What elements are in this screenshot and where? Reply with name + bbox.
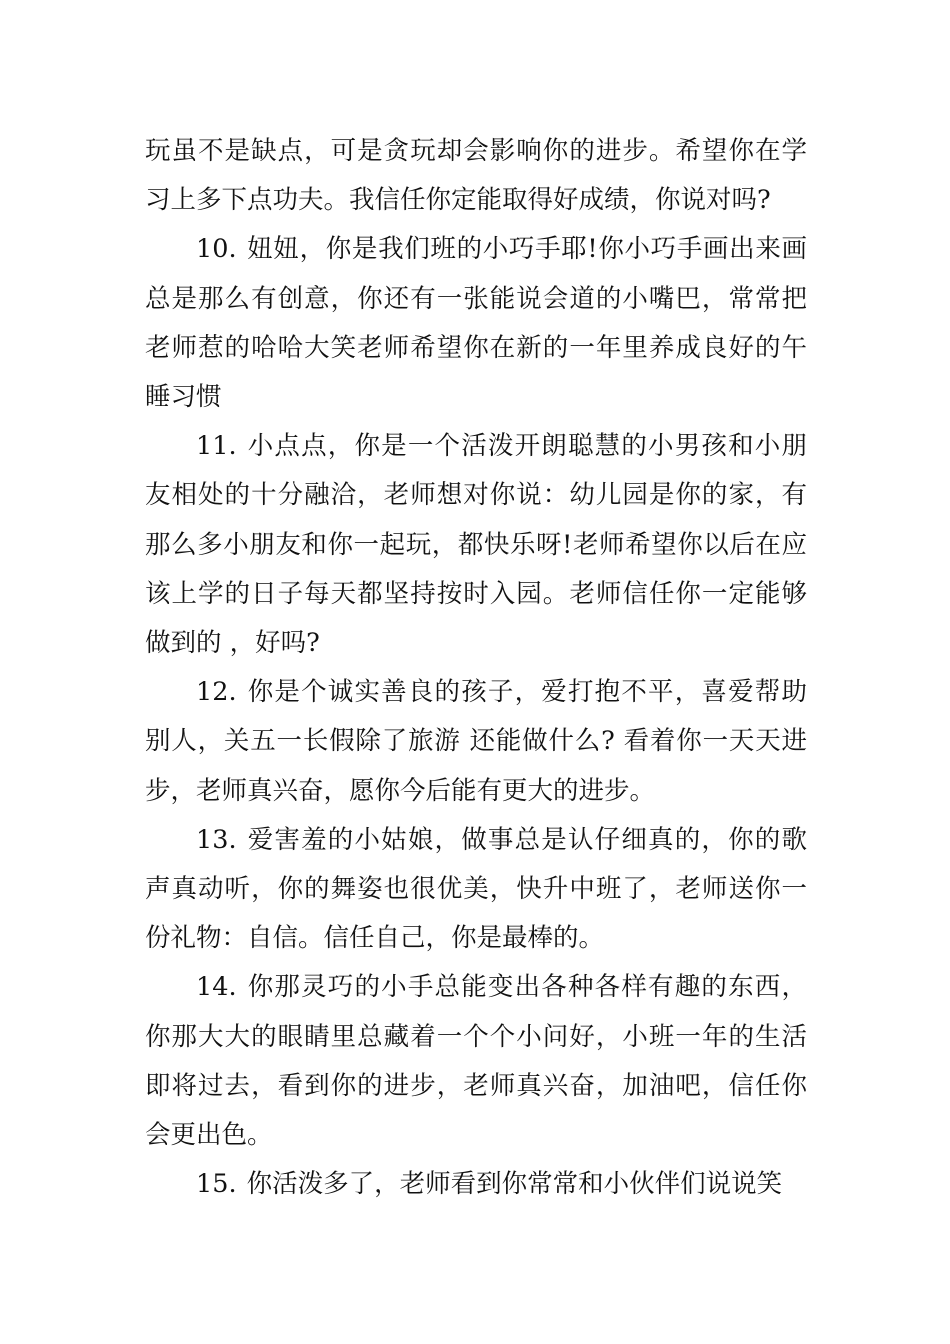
paragraph-number: 12. <box>196 677 237 708</box>
paragraph-text: 你那灵巧的小手总能变出各种各样有趣的东西，你那大大的眼睛里总藏着一个个小问好，小班一年的生活即将过去，看到你的进步，老师真兴奋，加油吧，信任你会更出色。 <box>145 972 807 1151</box>
paragraph-number: 13. <box>196 824 237 855</box>
paragraph-text: 小点点，你是一个活泼开朗聪慧的小男孩和小朋友相处的十分融洽，老师想对你说：幼儿园是你的家，有那么多小朋友和你一起玩，都快乐呀!老师希望你以后在应该上学的日子每天都坚持按时入园。老师信任你一定能够做到的 ，好吗? <box>145 431 807 659</box>
document-body <box>145 127 807 1209</box>
paragraph-text: 你是个诚实善良的孩子，爱打抱不平，喜爱帮助别人，关五一长假除了旅游 还能做什么? 看着你一天天进步，老师真兴奋，愿你今后能有更大的进步。 <box>145 677 807 806</box>
paragraph-number: 14. <box>196 972 237 1003</box>
paragraph-number: 10. <box>196 234 237 265</box>
paragraph-text: 你活泼多了，老师看到你常常和小伙伴们说说笑 <box>246 1169 783 1200</box>
paragraph-15 <box>145 1160 807 1209</box>
paragraph-14 <box>145 963 807 1160</box>
paragraph-12 <box>145 668 807 816</box>
paragraph-10 <box>145 225 807 422</box>
paragraph-text: 妞妞，你是我们班的小巧手耶!你小巧手画出来画总是那么有创意，你还有一张能说会道的小嘴巴，常常把老师惹的哈哈大笑老师希望你在新的一年里养成良好的午睡习惯 <box>145 234 807 413</box>
paragraph-text: 爱害羞的小姑娘，做事总是认仔细真的，你的歌声真动听，你的舞姿也很优美，快升中班了，老师送你一份礼物：自信。信任自己，你是最棒的。 <box>145 824 807 954</box>
paragraph-number: 15. <box>196 1169 237 1200</box>
paragraph-number: 11. <box>196 431 237 462</box>
paragraph-13 <box>145 816 807 964</box>
paragraph-11 <box>145 422 807 668</box>
paragraph-continued <box>145 127 807 225</box>
paragraph-text: 玩虽不是缺点，可是贪玩却会影响你的进步。希望你在学习上多下点功夫。我信任你定能取得好成绩，你说对吗? <box>145 136 807 216</box>
